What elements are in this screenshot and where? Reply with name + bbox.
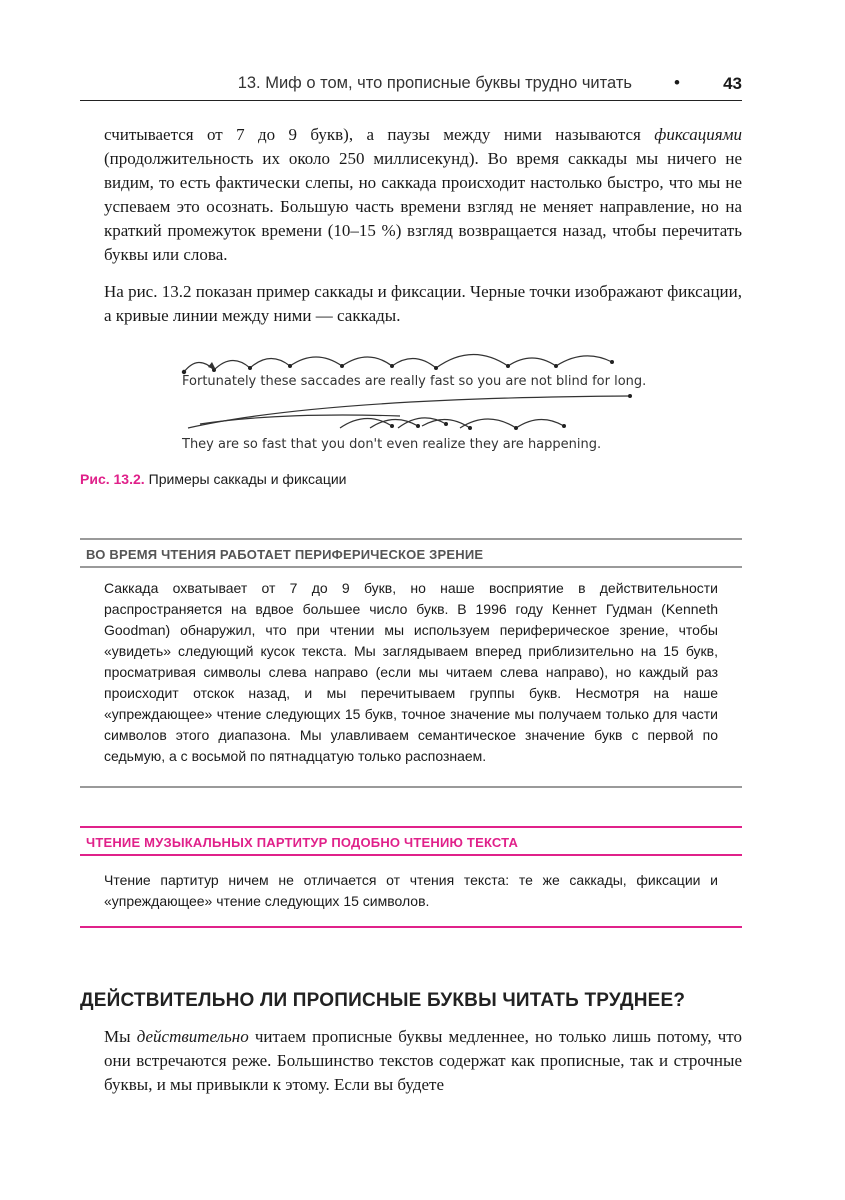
saccade-figure: [170, 348, 650, 458]
sidebar-peripheral-vision: [80, 538, 742, 788]
page-number: 43: [723, 74, 742, 93]
paragraph-2: На рис. 13.2 показан пример саккады и фиксации. Черные точки изображают фиксации, а кривые линии между ними — саккады.: [104, 282, 743, 325]
figure-line-1: Fortunately these saccades are really fast so you are not blind for long.: [182, 374, 647, 389]
sidebar-1-bottom-rule: [80, 786, 742, 788]
paragraph-1-start: считывается от 7 до 9 букв), а паузы между ними называются: [104, 125, 655, 144]
sidebar-2-text: Чтение партитур ничем не отличается от чтения текста: те же саккады, фиксации и «упреждающее» чтение следующих 15 символов.: [104, 872, 718, 909]
caption-text: Примеры саккады и фиксации: [148, 471, 347, 487]
caption-label: Рис. 13.2.: [80, 471, 145, 487]
sidebar-1-text: Саккада охватывает от 7 до 9 букв, но наше восприятие в действительности распространяется на вдвое большее число букв. В 1996 году Кеннет Гудман (Kenneth Goodman) обнаружил, что при чтении мы используем периферическое зрение, чтобы «увидеть» следующий кусок текста. Мы заглядываем вперед приблизительно на 15 букв, просматривая символы слева направо (если мы читаем слева направо), но каждый раз происходит отскок назад, и мы перечитываем группы букв. Несмотря на наше «упреждающее» чтение следующих 15 букв, точное значение мы получаем только для части символов этого диапазона. Мы улавливаем семантическое значение букв с первой по седьмую, а с восьмой по пятнадцатую только распознаем.: [104, 580, 718, 764]
paragraph-3: [104, 1025, 742, 1097]
sidebar-2-title: ЧТЕНИЕ МУЗЫКАЛЬНЫХ ПАРТИТУР ПОДОБНО ЧТЕНИЮ ТЕКСТА: [80, 826, 742, 856]
figure-caption: [80, 471, 347, 487]
term-really: действительно: [136, 1027, 249, 1046]
paragraph-3-start: Мы: [104, 1027, 137, 1046]
header-bullet: •: [674, 73, 680, 92]
sidebar-music-scores: [80, 826, 742, 930]
running-header: [80, 74, 742, 101]
sidebar-1-title: ВО ВРЕМЯ ЧТЕНИЯ РАБОТАЕТ ПЕРИФЕРИЧЕСКОЕ ЗРЕНИЕ: [80, 538, 742, 568]
paragraph-3-rest: читаем прописные буквы медленнее, но только лишь потому, что они встречаются реже. Большинство текстов содержат как прописные, так и строчные буквы, и мы привыкли к этому. Если вы будете: [104, 1027, 742, 1094]
section-heading: ДЕЙСТВИТЕЛЬНО ЛИ ПРОПИСНЫЕ БУКВЫ ЧИТАТЬ ТРУДНЕЕ?: [80, 990, 686, 1011]
sidebar-2-bottom-rule: [80, 926, 742, 928]
paragraph-1: [104, 123, 742, 267]
running-title: 13. Миф о том, что прописные буквы трудно читать: [237, 74, 632, 92]
figure-line-2: They are so fast that you don't even realize they are happening.: [182, 437, 602, 452]
paragraph-1-rest: (продолжительность их около 250 миллисекунд). Во время саккады мы ничего не видим, то есть фактически слепы, но саккада происходит настолько быстро, что мы не успеваем это осознать. Большую часть времени взгляд не меняет направление, но на краткий промежуток времени (10–15 %) взгляд возвращается назад, чтобы перечитать буквы или слова.: [104, 149, 742, 264]
term-fixations: фиксациями: [654, 125, 742, 144]
